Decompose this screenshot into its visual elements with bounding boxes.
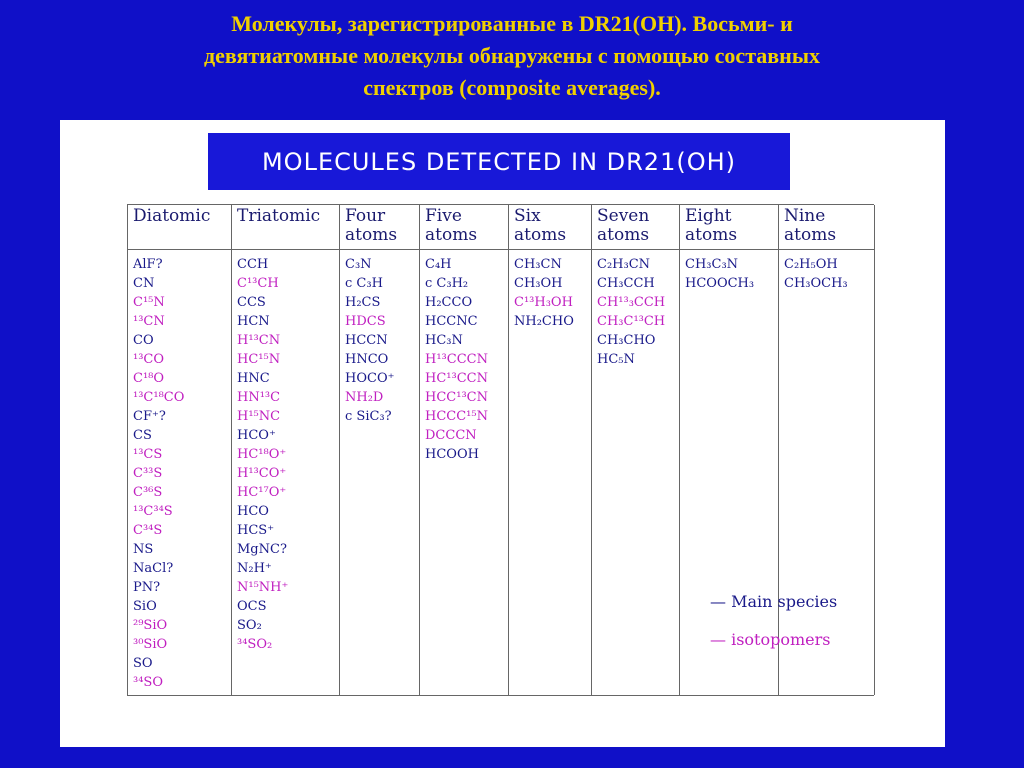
figure-banner: MOLECULES DETECTED IN DR21(OH)	[208, 133, 790, 190]
column-five	[419, 205, 508, 695]
isotopomer-entry: ³⁴SO	[133, 675, 163, 690]
main-species-entry: C₄H	[425, 257, 452, 272]
main-species-entry: HCO⁺	[237, 428, 276, 443]
main-species-entry: SO	[133, 656, 153, 671]
main-species-entry: CO	[133, 333, 154, 348]
column-header-line-2: atoms	[425, 225, 478, 245]
column-eight	[679, 205, 778, 695]
main-species-entry: OCS	[237, 599, 267, 614]
column-header-line-1: Nine	[784, 206, 826, 226]
molecule-list	[345, 255, 419, 426]
molecule-list	[685, 255, 778, 293]
molecule-list	[237, 255, 339, 654]
column-seven	[591, 205, 679, 695]
main-species-entry: C₂H₃CN	[597, 257, 651, 272]
isotopomer-entry: C¹⁵N	[133, 295, 165, 310]
molecule-list	[514, 255, 591, 331]
column-divider	[591, 205, 592, 695]
main-species-entry: HNC	[237, 371, 270, 386]
main-species-entry: CF⁺?	[133, 409, 166, 424]
column-six	[508, 205, 591, 695]
column-header-line-1: Six	[514, 206, 541, 226]
isotopomer-entry: HC¹⁷O⁺	[237, 485, 287, 500]
main-species-entry: CCH	[237, 257, 269, 272]
isotopomer-entry: ¹³C³⁴S	[133, 504, 173, 519]
isotopomer-entry: NH₂D	[345, 390, 384, 405]
column-header-line-2: atoms	[597, 225, 650, 245]
main-species-entry: CH₃CN	[514, 257, 562, 272]
column-divider	[778, 205, 779, 695]
isotopomer-entry: DCCCN	[425, 428, 477, 443]
molecule-list	[133, 255, 231, 692]
main-species-entry: MgNC?	[237, 542, 287, 557]
main-species-entry: c C₃H₂	[425, 276, 469, 291]
column-header-line-1: Eight	[685, 206, 732, 226]
main-species-entry: HC₃N	[425, 333, 463, 348]
column-header-line-2: atoms	[514, 225, 567, 245]
main-species-entry: H₂CS	[345, 295, 381, 310]
main-species-entry: HCCN	[345, 333, 388, 348]
main-species-entry: HCN	[237, 314, 270, 329]
isotopomer-entry: ³⁴SO₂	[237, 637, 273, 652]
isotopomer-entry: CH₃C¹³CH	[597, 314, 666, 329]
legend-isotopomers: — isotopomers	[710, 630, 831, 649]
isotopomer-entry: ³⁰SiO	[133, 637, 168, 652]
main-species-entry: c SiC₃?	[345, 409, 392, 424]
main-species-entry: CCS	[237, 295, 266, 310]
column-triatomic	[231, 205, 339, 695]
slide-title-line-2: девятиатомные молекулы обнаружены с помощью составных	[203, 43, 821, 68]
main-species-entry: CS	[133, 428, 152, 443]
isotopomer-entry: ²⁹SiO	[133, 618, 168, 633]
slide-title-line-1: Молекулы, зарегистрированные в DR21(OH). Восьми- и	[231, 11, 793, 36]
main-species-entry: CH₃CCH	[597, 276, 655, 291]
main-species-entry: SiO	[133, 599, 157, 614]
isotopomer-entry: H¹³CN	[237, 333, 281, 348]
table-edge	[127, 205, 128, 695]
main-species-entry: N₂H⁺	[237, 561, 272, 576]
main-species-entry: NH₂CHO	[514, 314, 574, 329]
main-species-entry: NaCl?	[133, 561, 174, 576]
main-species-entry: HNCO	[345, 352, 389, 367]
main-species-entry: CH₃OCH₃	[784, 276, 848, 291]
main-species-entry: c C₃H	[345, 276, 383, 291]
column-header	[345, 205, 419, 249]
column-header-line-2: atoms	[345, 225, 398, 245]
main-species-entry: HCOOH	[425, 447, 479, 462]
isotopomer-entry: HN¹³C	[237, 390, 281, 405]
column-header-line-1: Diatomic	[133, 206, 211, 226]
main-species-entry: HCO	[237, 504, 269, 519]
isotopomer-entry: C³³S	[133, 466, 163, 481]
main-species-entry: SO₂	[237, 618, 262, 633]
column-header-line-2: atoms	[685, 225, 738, 245]
column-nine	[778, 205, 874, 695]
main-species-entry: C₂H₅OH	[784, 257, 838, 272]
isotopomer-entry: H¹³CO⁺	[237, 466, 287, 481]
column-header	[133, 205, 231, 249]
isotopomer-entry: HC¹³CCN	[425, 371, 488, 386]
isotopomer-entry: HCCC¹⁵N	[425, 409, 488, 424]
isotopomer-entry: C¹³H₃OH	[514, 295, 573, 310]
isotopomer-entry: ¹³C¹⁸CO	[133, 390, 185, 405]
main-species-entry: HC₅N	[597, 352, 635, 367]
isotopomer-entry: ¹³CN	[133, 314, 165, 329]
main-species-entry: C₃N	[345, 257, 372, 272]
table-edge	[874, 205, 875, 695]
main-species-entry: HOCO⁺	[345, 371, 395, 386]
column-divider	[231, 205, 232, 695]
column-divider	[339, 205, 340, 695]
main-species-entry: AlF?	[133, 257, 163, 272]
main-species-entry: NS	[133, 542, 154, 557]
isotopomer-entry: C¹⁸O	[133, 371, 165, 386]
isotopomer-entry: C³⁶S	[133, 485, 163, 500]
main-species-entry: CN	[133, 276, 155, 291]
isotopomer-entry: ¹³CS	[133, 447, 163, 462]
column-header	[685, 205, 778, 249]
isotopomer-entry: N¹⁵NH⁺	[237, 580, 289, 595]
column-header-line-1: Four	[345, 206, 386, 226]
main-species-entry: HCS⁺	[237, 523, 275, 538]
main-species-entry: H₂CCO	[425, 295, 473, 310]
column-header-line-1: Seven	[597, 206, 650, 226]
column-four	[339, 205, 419, 695]
isotopomer-entry: H¹⁵NC	[237, 409, 281, 424]
main-species-entry: HCCNC	[425, 314, 478, 329]
isotopomer-entry: CH¹³₃CCH	[597, 295, 666, 310]
molecule-list	[425, 255, 508, 464]
isotopomer-entry: ¹³CO	[133, 352, 165, 367]
isotopomer-entry: C¹³CH	[237, 276, 279, 291]
main-species-entry: PN?	[133, 580, 161, 595]
isotopomer-entry: HC¹⁵N	[237, 352, 281, 367]
column-header	[425, 205, 508, 249]
column-header	[237, 205, 339, 249]
main-species-entry: CH₃CHO	[597, 333, 656, 348]
slide-title-line-3: спектров (composite averages).	[363, 75, 661, 100]
column-header-line-2: atoms	[784, 225, 837, 245]
column-header-line-1: Triatomic	[237, 206, 321, 226]
column-header	[597, 205, 679, 249]
legend-main-species: — Main species	[710, 592, 838, 611]
main-species-entry: HCOOCH₃	[685, 276, 755, 291]
molecule-list	[784, 255, 874, 293]
molecule-table	[127, 204, 874, 696]
isotopomer-entry: H¹³CCCN	[425, 352, 488, 367]
isotopomer-entry: HCC¹³CN	[425, 390, 488, 405]
column-header	[514, 205, 591, 249]
main-species-entry: CH₃C₃N	[685, 257, 739, 272]
isotopomer-entry: HC¹⁸O⁺	[237, 447, 287, 462]
column-divider	[679, 205, 680, 695]
slide-title	[60, 8, 964, 104]
column-divider	[508, 205, 509, 695]
isotopomer-entry: C³⁴S	[133, 523, 163, 538]
molecule-list	[597, 255, 679, 369]
main-species-entry: CH₃OH	[514, 276, 563, 291]
isotopomer-entry: HDCS	[345, 314, 386, 329]
figure-panel	[60, 120, 945, 747]
column-header-line-1: Five	[425, 206, 462, 226]
column-divider	[419, 205, 420, 695]
column-diatomic	[127, 205, 231, 695]
column-header	[784, 205, 874, 249]
